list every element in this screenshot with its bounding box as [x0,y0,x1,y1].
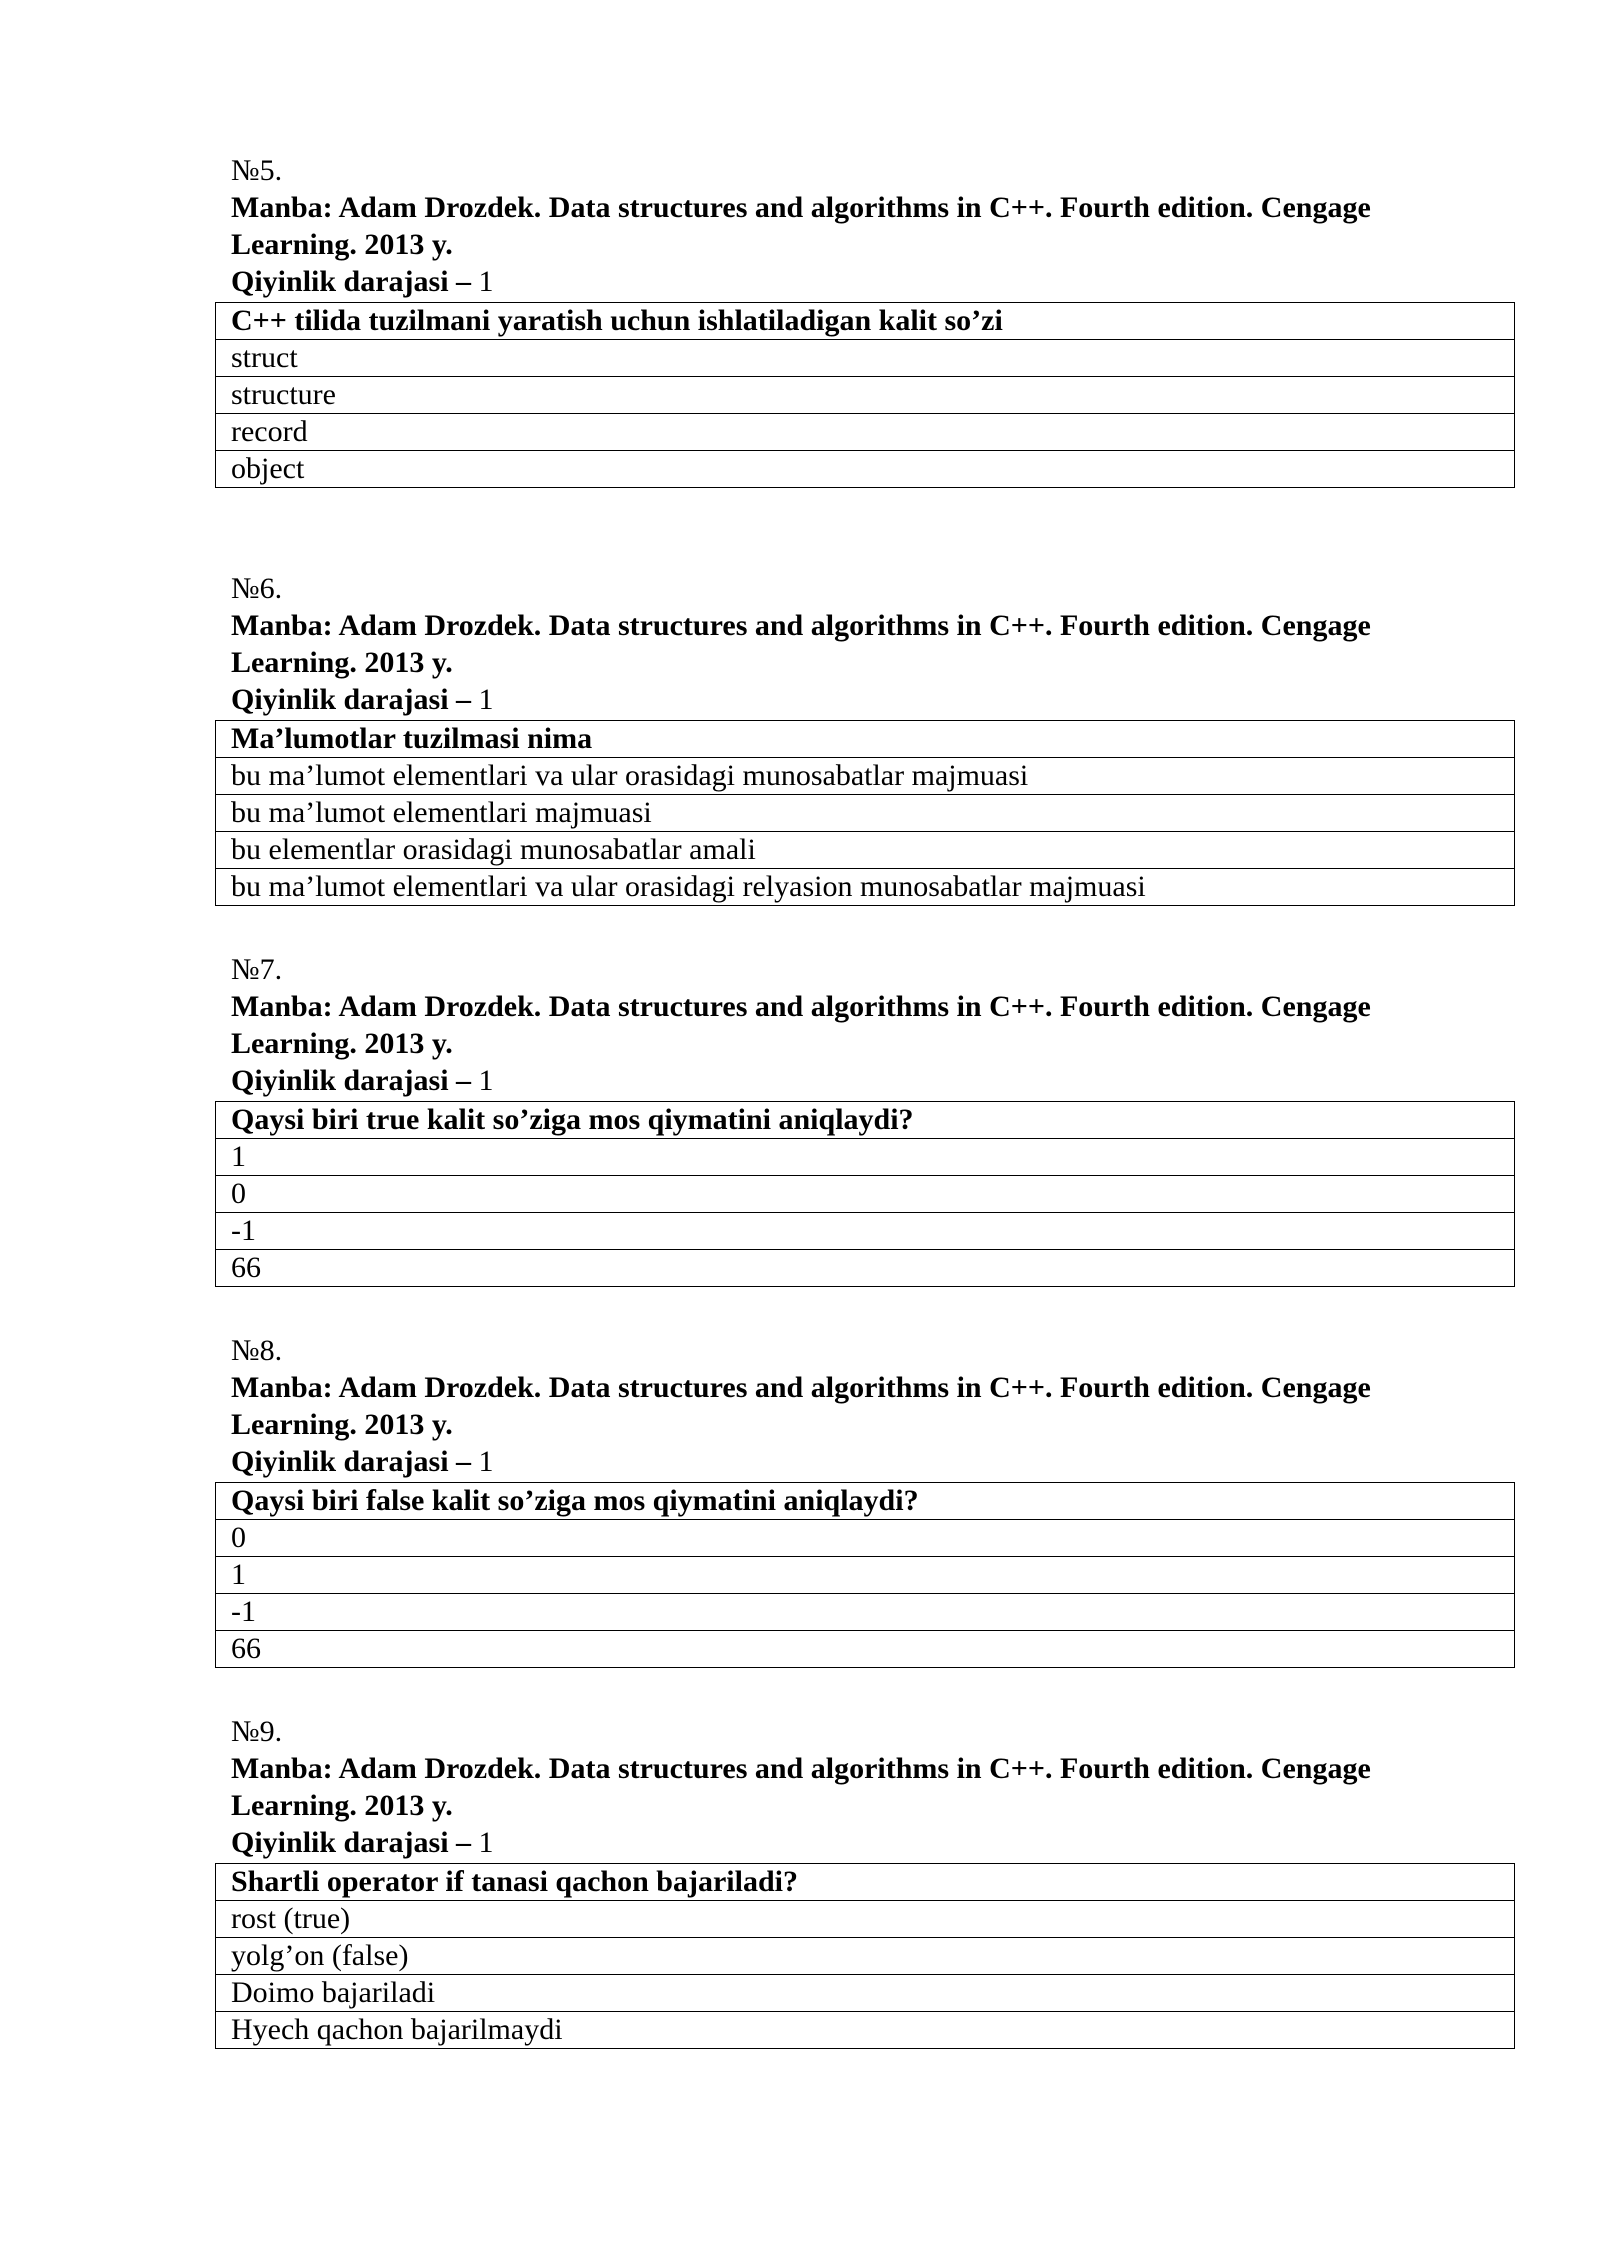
option-text: object [216,451,1515,488]
option-row [216,1938,1515,1975]
difficulty-line [215,1443,1515,1480]
source-line: Learning. 2013 y. [231,1789,453,1822]
question-row [216,1864,1515,1901]
option-text: 66 [216,1631,1515,1668]
difficulty-value: 1 [478,1826,494,1859]
question-block-5 [215,152,1515,488]
option-row [216,1975,1515,2012]
difficulty-label: Qiyinlik darajasi – [231,1445,472,1478]
option-row [216,1250,1515,1287]
answer-table [215,1863,1515,2049]
option-row [216,2012,1515,2049]
option-row [216,377,1515,414]
question-row [216,721,1515,758]
option-text: 1 [216,1139,1515,1176]
difficulty-line [215,263,1515,300]
difficulty-value: 1 [478,683,494,716]
source-line: Learning. 2013 y. [231,646,453,679]
difficulty-line [215,1062,1515,1099]
difficulty-line [215,1824,1515,1861]
difficulty-label: Qiyinlik darajasi – [231,1064,472,1097]
question-text: Ma’lumotlar tuzilmasi nima [216,721,1515,758]
option-text: 0 [216,1176,1515,1213]
question-number: №7. [231,953,283,986]
question-block-7 [215,951,1515,1287]
source-line: Manba: Adam Drozdek. Data structures and algorithms in C++. Fourth edition. Cengage [231,191,1371,224]
answer-table [215,302,1515,488]
option-text: 1 [216,1557,1515,1594]
source-line: Manba: Adam Drozdek. Data structures and algorithms in C++. Fourth edition. Cengage [231,609,1371,642]
option-row [216,1213,1515,1250]
source-line: Learning. 2013 y. [231,1027,453,1060]
answer-table [215,1482,1515,1668]
option-row [216,758,1515,795]
difficulty-value: 1 [478,1445,494,1478]
answer-table [215,720,1515,906]
option-text: record [216,414,1515,451]
option-row [216,1176,1515,1213]
question-text: C++ tilida tuzilmani yaratish uchun ishlatiladigan kalit so’zi [216,303,1515,340]
option-text: bu ma’lumot elementlari va ular orasidagi munosabatlar majmuasi [216,758,1515,795]
source-line: Manba: Adam Drozdek. Data structures and algorithms in C++. Fourth edition. Cengage [231,1752,1371,1785]
option-text: struct [216,340,1515,377]
option-row [216,832,1515,869]
question-row [216,1102,1515,1139]
option-row [216,1901,1515,1938]
answer-table [215,1101,1515,1287]
question-number: №5. [231,154,283,187]
option-row [216,1594,1515,1631]
option-row [216,1139,1515,1176]
question-block-6 [215,570,1515,906]
difficulty-label: Qiyinlik darajasi – [231,1826,472,1859]
question-text: Qaysi biri false kalit so’ziga mos qiymatini aniqlaydi? [216,1483,1515,1520]
option-text: yolg’on (false) [216,1938,1515,1975]
option-row [216,869,1515,906]
question-text: Qaysi biri true kalit so’ziga mos qiymatini aniqlaydi? [216,1102,1515,1139]
option-text: bu ma’lumot elementlari va ular orasidagi relyasion munosabatlar majmuasi [216,869,1515,906]
option-row [216,414,1515,451]
option-text: bu ma’lumot elementlari majmuasi [216,795,1515,832]
question-text: Shartli operator if tanasi qachon bajariladi? [216,1864,1515,1901]
question-number: №6. [231,572,283,605]
option-row [216,340,1515,377]
option-text: 0 [216,1520,1515,1557]
option-text: Doimo bajariladi [216,1975,1515,2012]
option-row [216,451,1515,488]
option-row [216,1557,1515,1594]
difficulty-label: Qiyinlik darajasi – [231,265,472,298]
difficulty-label: Qiyinlik darajasi – [231,683,472,716]
option-row [216,795,1515,832]
difficulty-value: 1 [478,265,494,298]
option-text: bu elementlar orasidagi munosabatlar amali [216,832,1515,869]
difficulty-value: 1 [478,1064,494,1097]
question-block-8 [215,1332,1515,1668]
option-text: -1 [216,1213,1515,1250]
source-line: Learning. 2013 y. [231,228,453,261]
option-row [216,1631,1515,1668]
option-text: rost (true) [216,1901,1515,1938]
source-line: Manba: Adam Drozdek. Data structures and algorithms in C++. Fourth edition. Cengage [231,1371,1371,1404]
difficulty-line [215,681,1515,718]
option-text: Hyech qachon bajarilmaydi [216,2012,1515,2049]
source-line: Manba: Adam Drozdek. Data structures and algorithms in C++. Fourth edition. Cengage [231,990,1371,1023]
question-row [216,1483,1515,1520]
option-text: 66 [216,1250,1515,1287]
option-text: structure [216,377,1515,414]
question-row [216,303,1515,340]
option-row [216,1520,1515,1557]
source-line: Learning. 2013 y. [231,1408,453,1441]
option-text: -1 [216,1594,1515,1631]
question-number: №9. [231,1715,283,1748]
question-block-9 [215,1713,1515,2049]
question-number: №8. [231,1334,283,1367]
